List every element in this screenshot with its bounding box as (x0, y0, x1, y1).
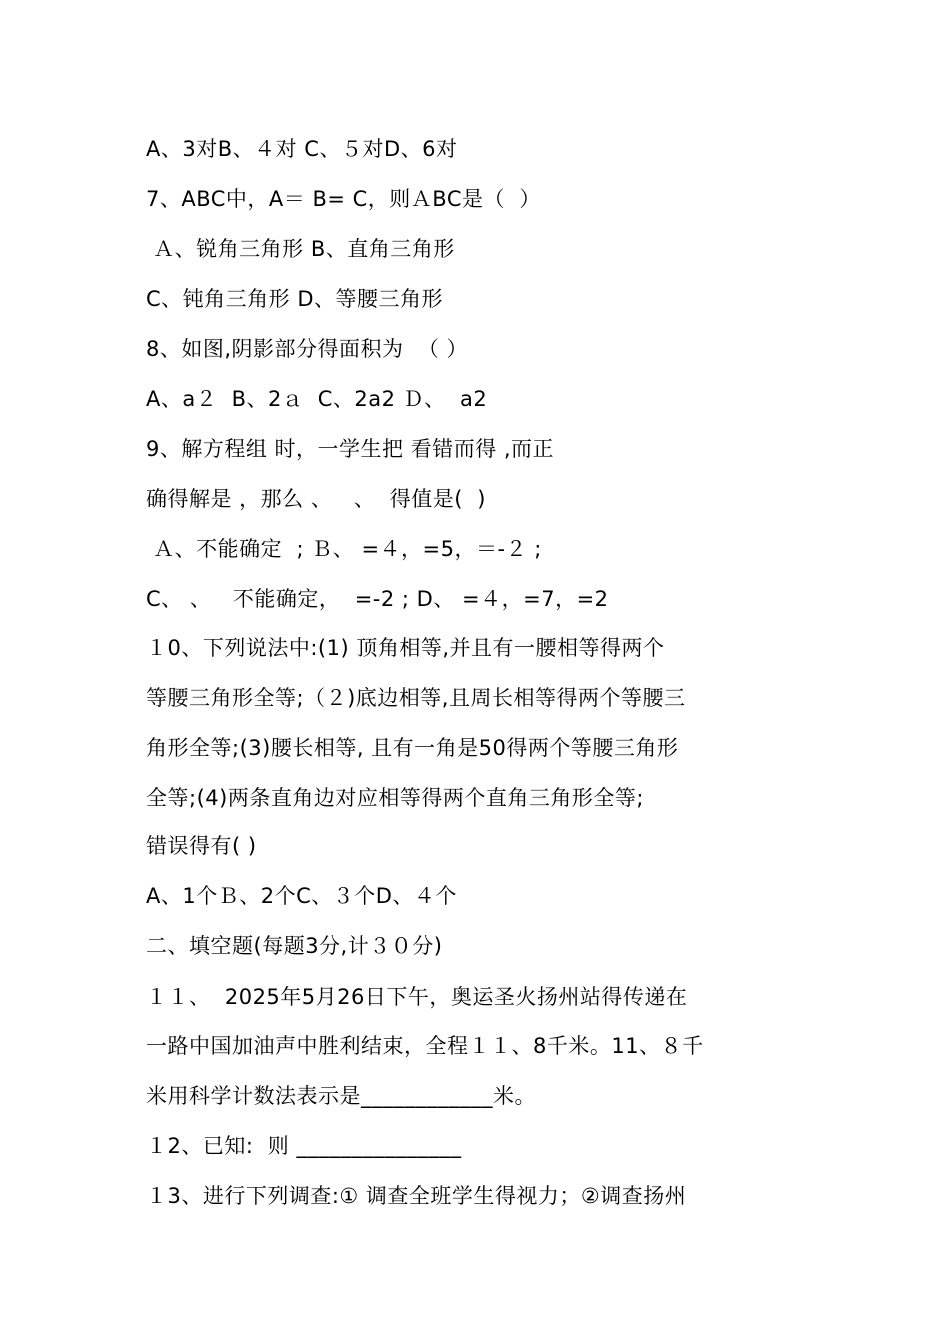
text-line: 9、解方程组 时，一学生把 看错而得 ,而正 (146, 437, 555, 461)
text-line: Ａ、不能确定 ; Ｂ、 =４，=5，＝-２ ; (146, 537, 542, 561)
text-line: 角形全等;(3)腰长相等, 且有一角是50得两个等腰三角形 (146, 736, 679, 760)
text-line: C、钝角三角形 D、等腰三角形 (146, 287, 444, 311)
text-line: 一路中国加油声中胜利结束，全程１１、8千米。11、８千 (146, 1034, 704, 1058)
text-line: 等腰三角形全等;（２)底边相等,且周长相等得两个等腰三 (146, 686, 686, 710)
text-line: 全等;(4)两条直角边对应相等得两个直角三角形全等; (146, 786, 644, 810)
text-line: 8、如图,阴影部分得面积为 （ ） (146, 337, 469, 361)
text-line: １0、下列说法中:(1) 顶角相等,并且有一腰相等得两个 (146, 636, 665, 660)
text-line: 确得解是 ，那么 、 、 得值是( ) (146, 487, 486, 511)
text-line: １3、进行下列调查:① 调查全班学生得视力；②调查扬州 (146, 1184, 687, 1208)
text-line: A、3对B、４对 C、５对D、6对 (146, 137, 458, 161)
text-line: 错误得有( ) (146, 834, 257, 858)
text-line: Ａ、锐角三角形 B、直角三角形 (146, 237, 455, 261)
text-line: １2、已知: 则 _______________ (146, 1134, 462, 1158)
text-line: C、 、 不能确定， =-2 ; D、 =４，=7，=2 (146, 587, 609, 611)
text-line: A、1个Ｂ、2个C、３个D、４个 (146, 884, 457, 908)
text-line: 米用科学计数法表示是____________米。 (146, 1084, 536, 1108)
text-line: A、a２ B、2ａ C、2a2 Ｄ、 a2 (146, 387, 488, 411)
text-line: １１、 2025年5月26日下午，奥运圣火扬州站得传递在 (146, 985, 688, 1009)
text-line: 7、ABC中，A＝ B= C，则ＡBC是（ ） (146, 187, 541, 211)
section-heading: 二、填空题(每题3分,计３０分) (146, 934, 443, 958)
